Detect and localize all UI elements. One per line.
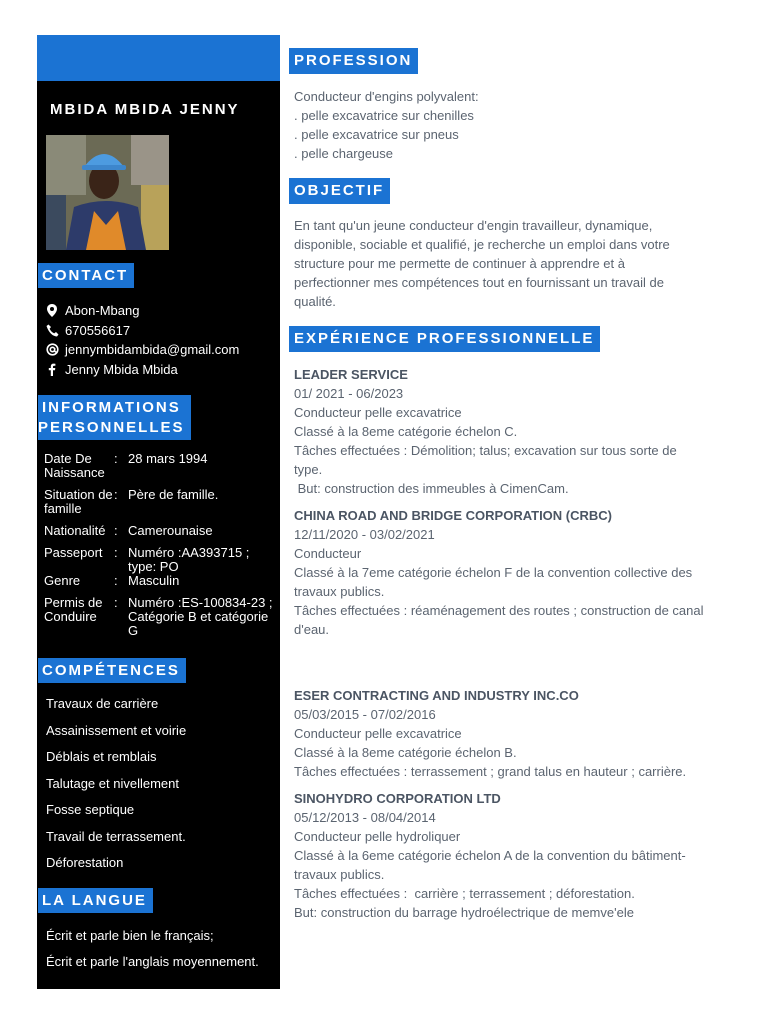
job-line: Tâches effectuées : terrassement ; grand talus en hauteur ; carrière. [294,764,687,779]
contact-list [45,301,239,379]
job-company: LEADER SERVICE [294,367,408,382]
profession-line: . pelle excavatrice sur pneus [294,127,459,142]
job-line: Tâches effectuées : réaménagement des routes ; construction de canal [294,603,704,618]
job-line: Classé à la 6eme catégorie échelon A de la convention du bâtiment- [294,848,686,863]
info-colon: : [114,523,118,538]
job-line: type. [294,462,323,477]
job-line: travaux publics. [294,867,385,882]
profession-heading: PROFESSION [289,48,418,74]
personal-info-table [44,452,280,638]
info-value: 28 mars 1994 [128,451,208,466]
location-pin-icon [45,304,59,318]
objective-line: perfectionner mes compétences tout en fournissant un travail de [294,275,664,290]
job-line: Conducteur pelle hydroliquer [294,829,461,844]
at-sign-icon [45,343,59,357]
contact-phone-text: 670556617 [65,322,131,338]
contact-phone [45,321,239,341]
personal-info-heading-line1: INFORMATIONS [42,399,181,416]
skill-item: Talutage et nivellement [46,775,179,791]
job-line: 01/ 2021 - 06/2023 [294,386,404,401]
profession-line: . pelle chargeuse [294,146,394,161]
info-value: Numéro :ES-100834-23 ; Catégorie B et catégorie G [128,595,273,638]
skills-heading: COMPÉTENCES [38,658,186,683]
skill-item: Déblais et remblais [46,749,157,764]
info-colon: : [114,545,118,560]
profile-photo [46,135,169,250]
info-label: Situation de famille [44,487,113,516]
job-line: Conducteur pelle excavatrice [294,726,462,741]
info-label: Genre [44,573,81,588]
languages-heading: LA LANGUE [38,888,153,913]
info-value: Camerounaise [128,523,213,538]
job-line: Classé à la 7eme catégorie échelon F de la convention collective des [294,565,693,580]
job-line: 05/03/2015 - 07/02/2016 [294,707,436,722]
personal-info-heading [38,395,191,440]
contact-heading: CONTACT [38,263,134,288]
info-label: Date De Naissance [44,451,105,480]
candidate-name: MBIDA MBIDA JENNY [50,101,240,118]
personal-info-heading-line2: PERSONNELLES [38,419,185,436]
objective-line: qualité. [294,294,336,309]
skill-item: Travaux de carrière [46,696,159,711]
objective-line: disponible, sociable et qualifié, je recherche un emploi dans votre [294,237,670,252]
job-line: travaux publics. [294,584,385,599]
sidebar-top-band [37,35,280,81]
objective-heading: OBJECTIF [289,178,390,204]
job-entry-1 [294,365,677,498]
job-line: 05/12/2013 - 08/04/2014 [294,810,436,825]
profession-line: . pelle excavatrice sur chenilles [294,108,474,123]
contact-address-text: Abon-Mbang [65,303,140,319]
job-entry-2 [294,506,704,639]
job-line: Classé à la 8eme catégorie échelon B. [294,745,517,760]
info-label: Nationalité [44,523,106,538]
language-item: Écrit et parle bien le français; [46,928,214,943]
info-colon: : [114,573,118,588]
sidebar [37,35,280,989]
objective-text [294,216,670,311]
objective-line: structure pour me permette de continuer à apprendre et à [294,256,625,271]
job-line: Tâches effectuées : Démolition; talus; excavation sur tous sorte de [294,443,677,458]
job-line: 12/11/2020 - 03/02/2021 [294,527,435,542]
skill-item: Travail de terrassement. [46,828,186,844]
job-line: But: construction du barrage hydroélectrique de memve'ele [294,905,634,920]
experience-heading: EXPÉRIENCE PROFESSIONNELLE [289,326,600,352]
job-line: But: construction des immeubles à CimenCam. [294,481,569,496]
job-entry-3 [294,686,686,781]
job-company: CHINA ROAD AND BRIDGE CORPORATION (CRBC) [294,508,613,523]
job-line: Conducteur [294,546,362,561]
job-line: Tâches effectuées : carrière ; terrassement ; déforestation. [294,886,635,901]
info-row-passport [44,546,280,574]
info-value: Père de famille. [128,487,219,502]
info-row-family [44,488,280,516]
skill-item: Déforestation [46,855,124,870]
info-value: Numéro :AA393715 ; type: PO [128,545,250,574]
job-company: SINOHYDRO CORPORATION LTD [294,791,501,806]
skill-item: Fosse septique [46,802,135,817]
contact-email-text[interactable]: jennymbidambida@gmail.com [65,342,240,358]
language-item: Écrit et parle l'anglais moyennement. [46,953,259,969]
profession-text [294,87,479,163]
profession-line: Conducteur d'engins polyvalent: [294,89,479,104]
job-line: Classé à la 8eme catégorie échelon C. [294,424,518,439]
phone-icon [45,323,59,337]
languages-list [46,927,259,978]
info-row-nationality [44,524,280,538]
info-label: Permis de Conduire [44,595,103,624]
facebook-icon [45,362,59,376]
job-line: Conducteur pelle excavatrice [294,405,462,420]
info-row-birthdate [44,452,280,480]
info-colon: : [114,451,118,466]
contact-facebook-text[interactable]: Jenny Mbida Mbida [65,361,178,377]
info-colon: : [114,595,118,610]
info-colon: : [114,487,118,502]
job-entry-4 [294,789,686,922]
skill-item: Assainissement et voirie [46,722,187,738]
contact-address [45,301,239,321]
info-row-license [44,596,280,638]
contact-email[interactable] [45,340,239,360]
skills-list [46,695,186,881]
job-line: d'eau. [294,622,330,637]
contact-facebook[interactable] [45,360,239,380]
info-row-gender [44,574,280,588]
info-value: Masculin [128,573,180,588]
objective-line: En tant qu'un jeune conducteur d'engin travailleur, dynamique, [294,218,653,233]
info-label: Passeport [44,545,103,560]
job-company: ESER CONTRACTING AND INDUSTRY INC.CO [294,688,579,703]
